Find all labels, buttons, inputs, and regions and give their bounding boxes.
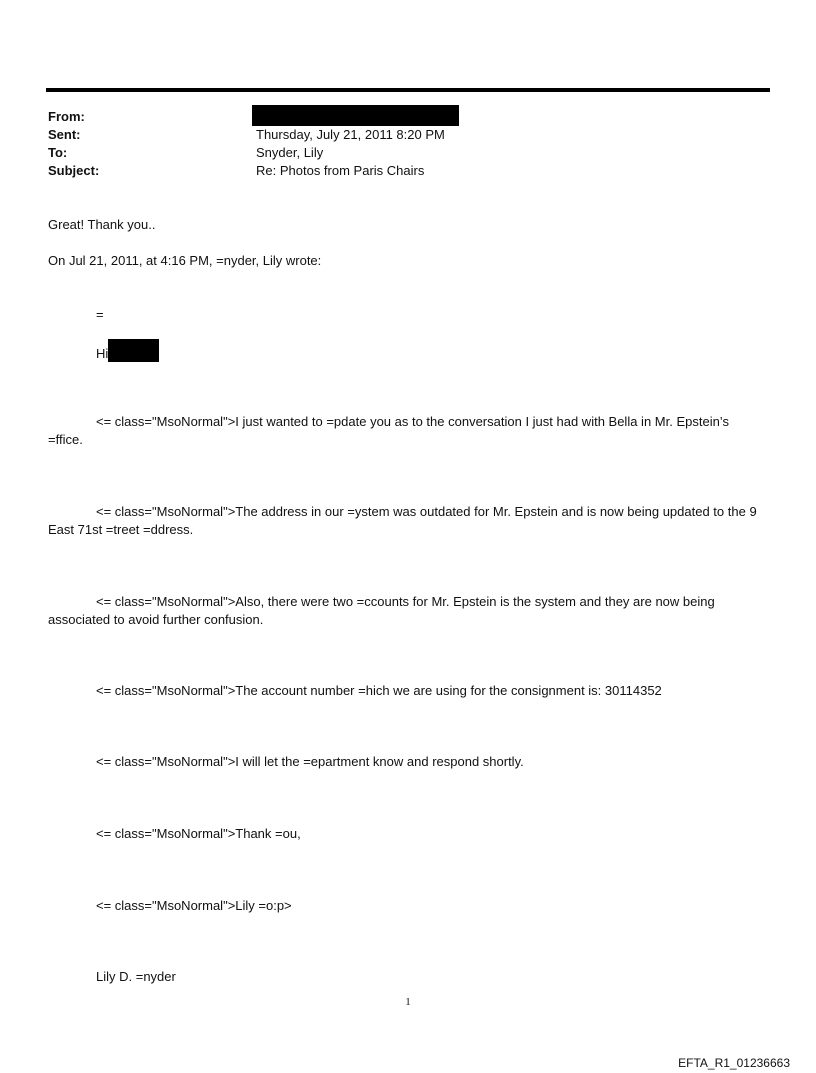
- paragraph-department: <= class="MsoNormal">I will let the =epartment know and respond shortly.: [96, 754, 524, 769]
- subject-label: Subject:: [48, 163, 100, 178]
- to-label: To:: [48, 145, 68, 160]
- from-label: From:: [48, 109, 85, 124]
- quote-intro: On Jul 21, 2011, at 4:16 PM, =nyder, Lily wrote:: [48, 253, 322, 268]
- paragraph-account-number: <= class="MsoNormal">The account number =hich we are using for the consignment is: 30114352: [96, 683, 662, 698]
- page-number: 1: [405, 996, 411, 1008]
- greeting-redaction: [108, 339, 159, 362]
- signature: Lily D. =nyder: [96, 969, 176, 984]
- paragraph-lily: <= class="MsoNormal">Lily =o:p>: [96, 898, 292, 913]
- greeting: Hi: [96, 346, 109, 361]
- paragraph-update: <= class="MsoNormal">I just wanted to =pdate you as to the conversation I just had with Bella in Mr. Epstein’s =ffice.: [48, 414, 733, 447]
- document-id: EFTA_R1_01236663: [678, 1056, 790, 1070]
- paragraph-thanks: <= class="MsoNormal">Thank =ou,: [96, 826, 301, 841]
- reply-text: Great! Thank you..: [48, 217, 156, 232]
- paragraph-address: <= class="MsoNormal">The address in our =ystem was outdated for Mr. Epstein and is now being updated to the 9 East 71st =treet =ddress.: [48, 504, 761, 537]
- paragraph-accounts: <= class="MsoNormal">Also, there were two =ccounts for Mr. Epstein is the system and they are now being associated to avoid further confusion.: [48, 594, 719, 627]
- sent-label: Sent:: [48, 127, 81, 142]
- header-rule: [46, 88, 770, 92]
- to-value: Snyder, Lily: [256, 145, 324, 160]
- from-redaction: [252, 105, 459, 126]
- equals-line: =: [96, 307, 104, 322]
- sent-value: Thursday, July 21, 2011 8:20 PM: [256, 127, 445, 142]
- subject-value: Re: Photos from Paris Chairs: [256, 163, 425, 178]
